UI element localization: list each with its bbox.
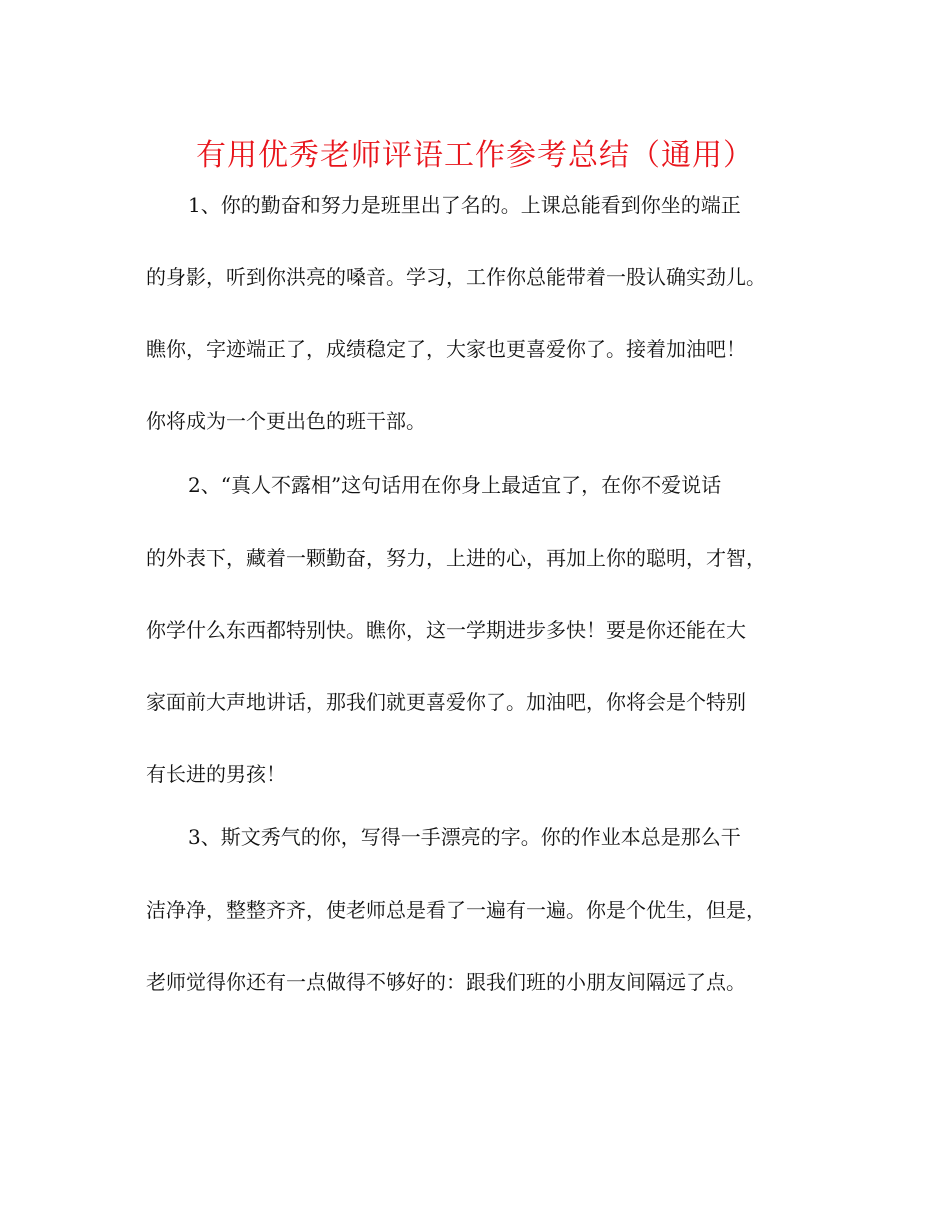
paragraph-3-line-1: 3、斯文秀气的你，写得一手漂亮的字。你的作业本总是那么干 xyxy=(188,825,741,849)
paragraph-1-line-1: 1、你的勤奋和努力是班里出了名的。上课总能看到你坐的端正 xyxy=(188,193,741,217)
document-title: 有用优秀老师评语工作参考总结（通用） xyxy=(196,138,754,173)
paragraph-1-line-4: 你将成为一个更出色的班干部。 xyxy=(146,409,426,433)
paragraph-2-line-5: 有长进的男孩！ xyxy=(146,762,286,786)
paragraph-1-line-3: 瞧你，字迹端正了，成绩稳定了，大家也更喜爱你了。接着加油吧！ xyxy=(146,337,746,361)
paragraph-2-line-4: 家面前大声地讲话，那我们就更喜爱你了。加油吧，你将会是个特别 xyxy=(146,690,746,714)
paragraph-2-line-3: 你学什么东西都特别快。瞧你，这一学期进步多快！要是你还能在大 xyxy=(146,618,746,642)
paragraph-1-line-2: 的身影，听到你洪亮的嗓音。学习，工作你总能带着一股认确实劲儿。 xyxy=(146,265,766,289)
paragraph-3-line-2: 洁净净，整整齐齐，使老师总是看了一遍有一遍。你是个优生，但是， xyxy=(146,898,766,922)
paragraph-3-line-3: 老师觉得你还有一点做得不够好的：跟我们班的小朋友间隔远了点。 xyxy=(146,970,746,994)
paragraph-2-line-2: 的外表下，藏着一颗勤奋，努力，上进的心，再加上你的聪明，才智， xyxy=(146,546,766,570)
paragraph-2-line-1: 2、“真人不露相”这句话用在你身上最适宜了，在你不爱说话 xyxy=(188,473,722,497)
